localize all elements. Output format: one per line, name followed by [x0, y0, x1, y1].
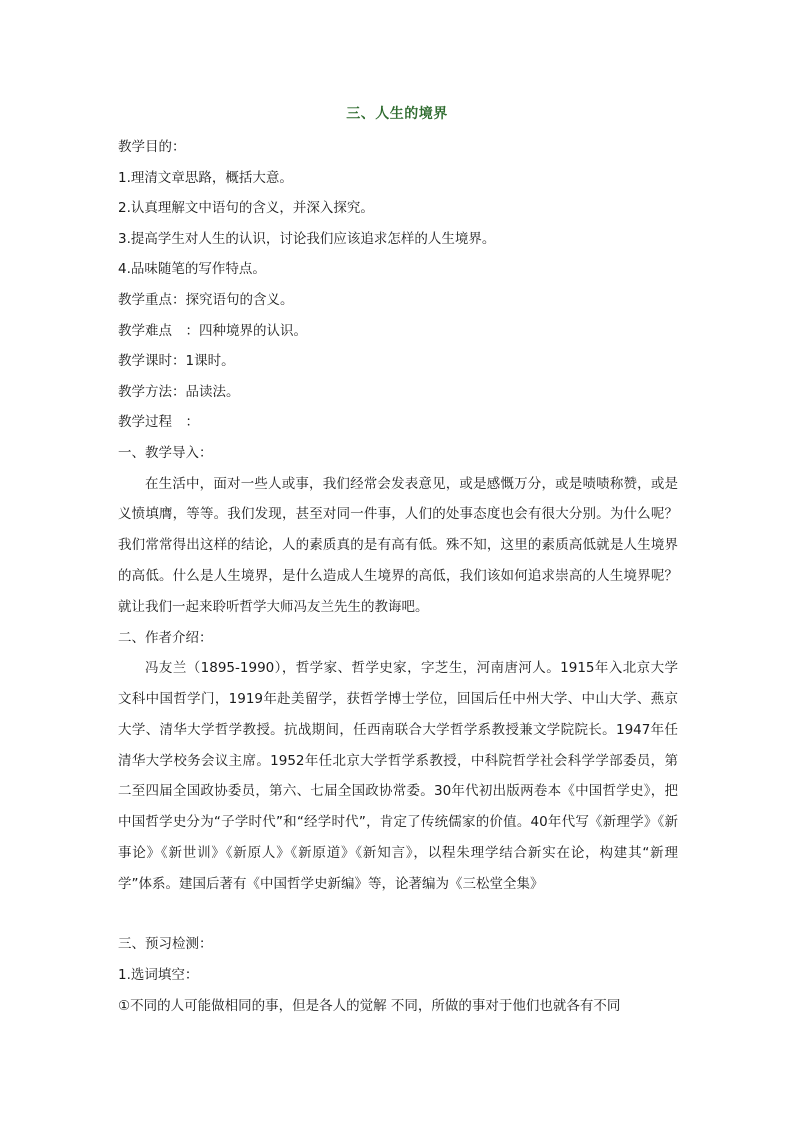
teaching-process: 教学过程 ： [118, 414, 199, 431]
document-title: 三、人生的境界 [346, 106, 448, 122]
section-1-heading: 一、教学导入： [118, 444, 213, 461]
exercise-heading: 1.选词填空： [118, 967, 199, 984]
class-hours: 教学课时：1课时。 [118, 353, 235, 370]
goal-item-4: 4.品味随笔的写作特点。 [118, 261, 266, 278]
section-1-paragraph: 在生活中，面对一些人或事，我们经常会发表意见，或是感慨万分，或是啧啧称赞，或是义愤填膺，等等。我们发现，甚至对同一件事，人们的处事态度也会有很大分别。为什么呢？我们常常得出这样的结论，人的素质真的是有高有低。殊不知，这里的素质高低就是人生境界的高低。什么是人生境界，是什么造成人生境界的高低，我们该如何追求崇高的人生境界呢？就让我们一起来聆听哲学大师冯友兰先生的教诲吧。 [118, 475, 678, 615]
goal-item-2: 2.认真理解文中语句的含义，并深入探究。 [118, 200, 374, 217]
spacer [118, 899, 678, 929]
difficulty: 教学难点 ：四种境界的认识。 [118, 322, 307, 339]
document-body [118, 132, 678, 1021]
teaching-method: 教学方法：品读法。 [118, 383, 240, 400]
section-2-paragraph: 冯友兰（1895-1990），哲学家、哲学史家，字芝生，河南唐河人。1915年入北京大学文科中国哲学门，1919年赴美留学，获哲学博士学位，回国后任中州大学、中山大学、燕京大学、清华大学哲学教授。抗战期间，任西南联合大学哲学系教授兼文学院院长。1947年任清华大学校务会议主席。1952年任北京大学哲学系教授，中科院哲学社会科学学部委员，第二至四届全国政协委员，第六、七届全国政协常委。30年代初出版两卷本《中国哲学史》，把中国哲学史分为“子学时代”和“经学时代”，肯定了传统儒家的价值。40年代写《新理学》《新事论》《新世训》《新原人》《新原道》《新知言》，以程朱理学结合新实在论，构建其“新理学”体系。建国后著有《中国哲学史新编》等，论著编为《三松堂全集》 [118, 660, 678, 892]
goal-item-3: 3.提高学生对人生的认识，讨论我们应该追求怎样的人生境界。 [118, 230, 496, 247]
exercise-item-1: ①不同的人可能做相同的事，但是各人的觉解 不同，所做的事对于他们也就各有不同 [118, 997, 621, 1014]
section-2-heading: 二、作者介绍： [118, 629, 213, 646]
key-point: 教学重点：探究语句的含义。 [118, 291, 294, 308]
goals-heading: 教学目的： [118, 139, 186, 155]
goal-item-1: 1.理清文章思路，概括大意。 [118, 169, 293, 186]
section-3-heading: 三、预习检测： [118, 936, 213, 953]
